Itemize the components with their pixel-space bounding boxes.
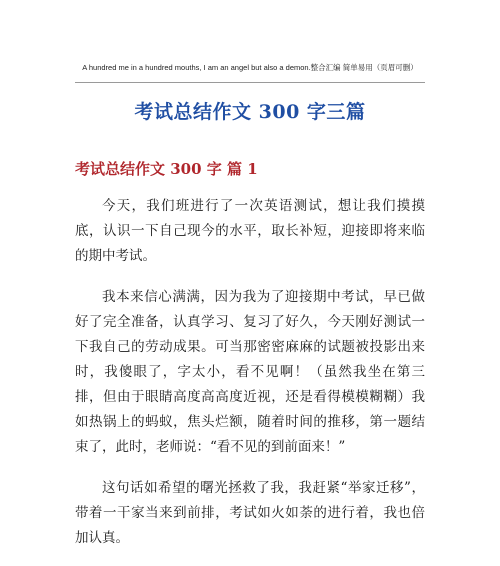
header-divider — [75, 82, 425, 83]
section-heading: 考试总结作文 300 字 篇 1 — [75, 160, 258, 178]
paragraph-3: 这句话如希望的曙光拯救了我，我赶紧“举家迁移”，带着一干家当来到前排，考试如火如荼的进行着，我也倍加认真。 — [75, 480, 425, 546]
paragraph-1: 今天，我们班进行了一次英语测试，想让我们摸摸底，认识一下自己现今的水平，取长补短，迎接即将来临的期中考试。 — [75, 198, 425, 264]
paragraph-2: 我本来信心满满，因为我为了迎接期中考试，早已做好了完全准备，认真学习、复习了好久，今天刚好测试一下我自己的劳动成果。可当那密密麻麻的试题被投影出来时，我傻眼了，字太小，看不见啊！（虽然我坐在第三排，但由于眼睛高度高高度近视，还是看得模模糊糊）我如热锅上的蚂蚁，焦头烂额，随着时间的推移，第一题结束了，此时，老师说：“看不见的到前面来！” — [75, 289, 425, 455]
running-header: A hundred me in a hundred mouths, I am an angel but also a demon.整合汇编 简单易用（页眉可删） — [82, 63, 418, 72]
document-title: 考试总结作文 300 字三篇 — [134, 101, 366, 123]
